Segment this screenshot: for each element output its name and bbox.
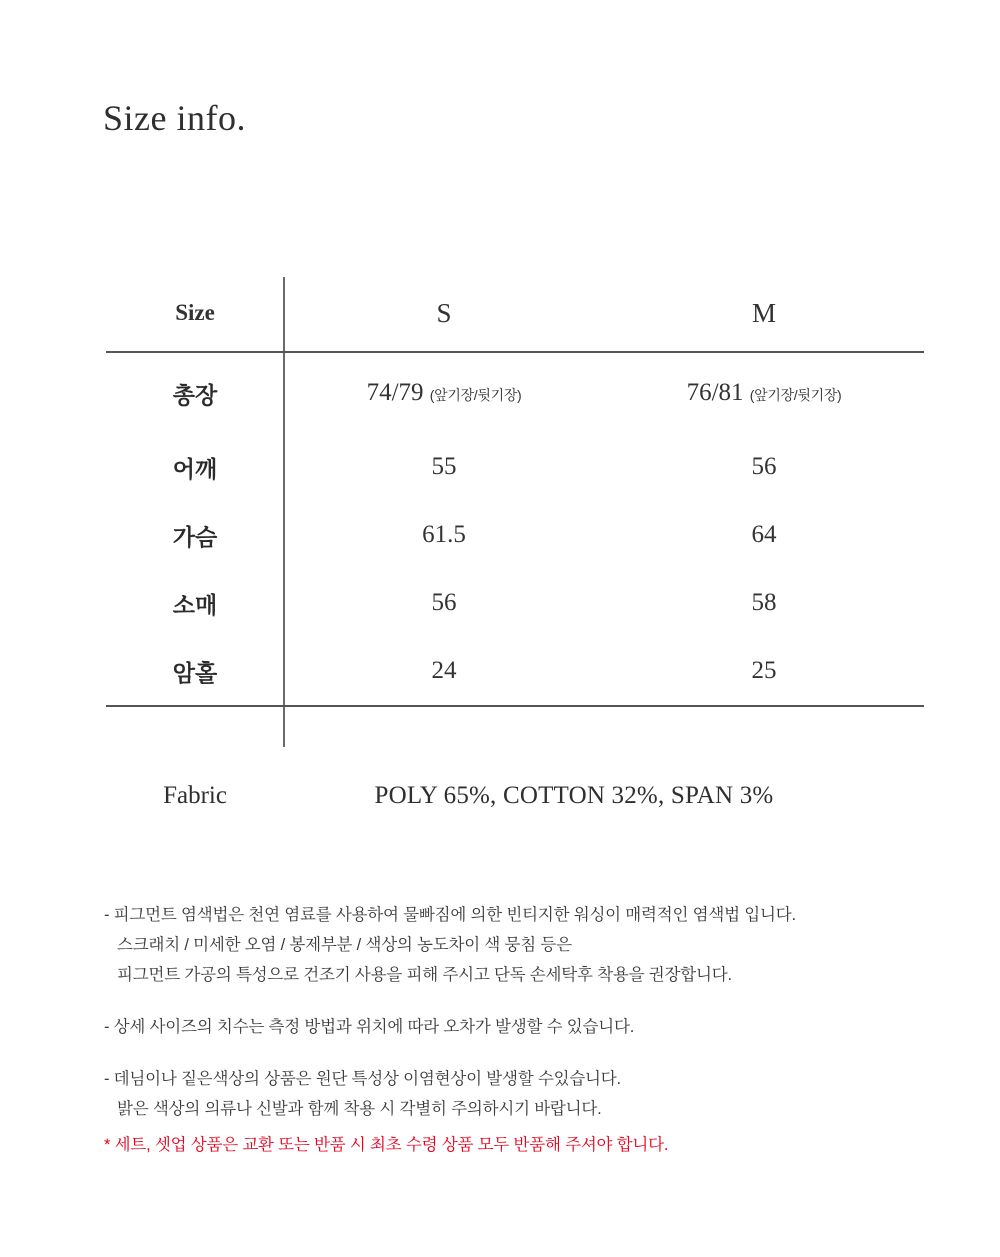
row-value-m: 64 [751,521,777,548]
table-row [106,353,924,433]
table-row [106,433,924,501]
row-value-s: 24 [431,657,457,684]
note-line: - 피그먼트 염색법은 천연 염료를 사용하여 물빠짐에 의한 빈티지한 워싱이 매력적인 염색법 입니다. [104,906,796,924]
row-label: 소매 [172,591,218,618]
note-block [104,900,944,990]
value-m-note: (앞기장/뒷기장) [749,387,842,403]
value-s: 74/79 [366,379,424,406]
row-label: 총장 [172,381,218,408]
value-s-note: (앞기장/뒷기장) [429,387,522,403]
table-row [106,637,924,705]
footer-rule [106,705,924,707]
table-row [106,501,924,569]
table-row [106,569,924,637]
note-line: 밝은 색상의 의류나 신발과 함께 착용 시 각별히 주의하시기 바랍니다. [117,1100,602,1118]
header-size: Size [175,300,215,325]
fabric-row [106,782,924,810]
row-label: 암홀 [172,659,218,686]
row-value-s: 55 [431,453,457,480]
header-m: M [751,297,776,328]
footer-rule-row [106,705,924,707]
header-s: S [436,297,452,328]
note-line: - 데님이나 짙은색상의 상품은 원단 특성상 이염현상이 발생할 수있습니다. [104,1070,621,1088]
fabric-value: POLY 65%, COTTON 32%, SPAN 3% [374,782,774,809]
value-m: 76/81 [686,379,744,406]
table-header-row [106,275,924,351]
row-value-m: 58 [751,589,777,616]
row-value-s: 61.5 [422,521,466,548]
row-value-s [284,353,604,433]
row-value-m: 25 [751,657,777,684]
row-value-s: 56 [431,589,457,616]
row-label: 어깨 [172,455,218,482]
row-value-m: 56 [751,453,777,480]
row-value-m [604,353,924,433]
return-policy-warning: * 세트, 셋업 상품은 교환 또는 반품 시 최초 수령 상품 모두 반품해 주셔야 합니다. [104,1136,669,1154]
note-line: - 상세 사이즈의 치수는 측정 방법과 위치에 따라 오차가 발생할 수 있습니다. [104,1018,635,1036]
note-block [104,1012,944,1042]
note-block [104,1064,944,1124]
size-table [106,275,924,707]
note-line: 피그먼트 가공의 특성으로 건조기 사용을 피해 주시고 단독 손세탁후 착용을 권장합니다. [117,966,732,984]
footer-rule-cell [106,705,924,707]
notes-section [104,900,944,1146]
note-line: 스크래치 / 미세한 오염 / 봉제부분 / 색상의 농도차이 색 뭉침 등은 [117,936,572,954]
fabric-label: Fabric [163,782,227,809]
page-title: Size info. [103,98,246,138]
row-label: 가슴 [172,523,218,550]
